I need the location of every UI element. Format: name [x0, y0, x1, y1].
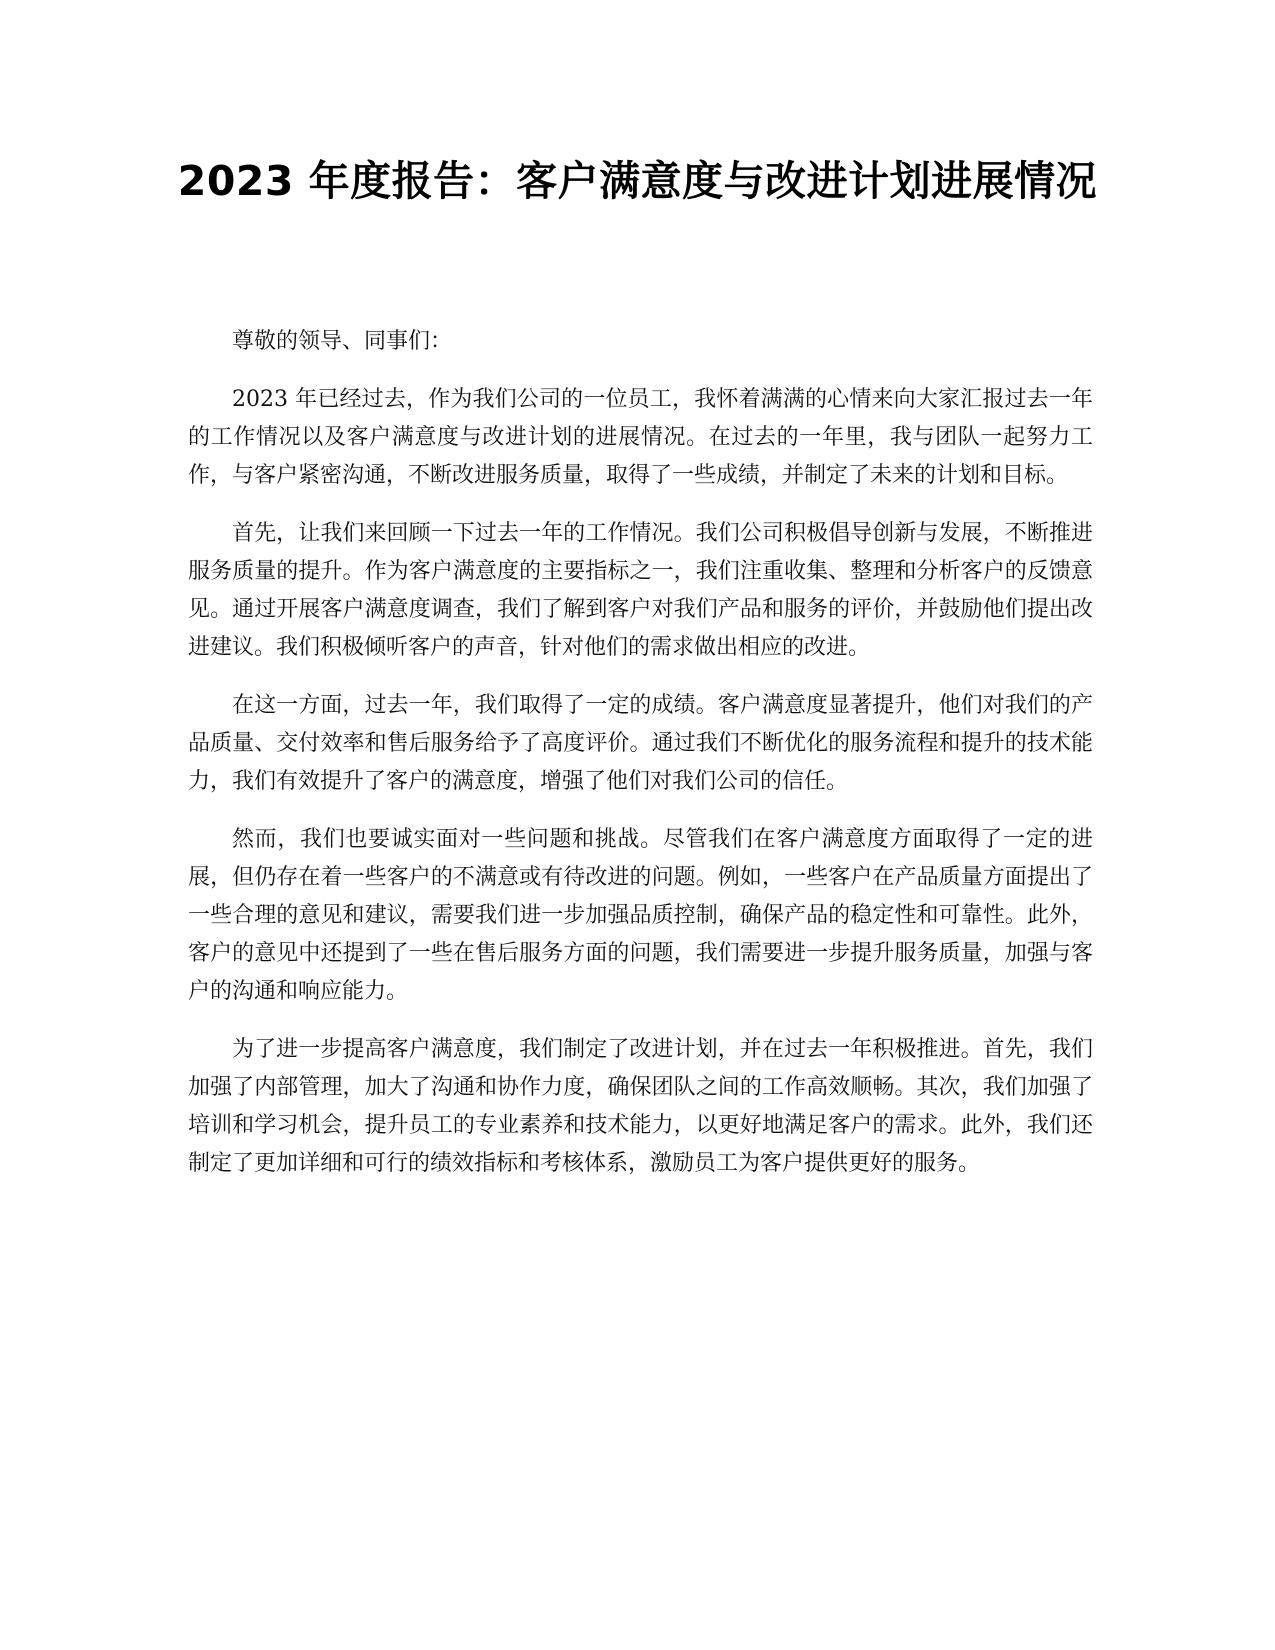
improvement-plan-paragraph: 为了进一步提高客户满意度，我们制定了改进计划，并在过去一年积极推进。首先，我们加强了内部管理，加大了沟通和协作力度，确保团队之间的工作高效顺畅。其次，我们加强了培训和学习机会，提升员工的专业素养和技术能力，以更好地满足客户的需求。此外，我们还制定了更加详细和可行的绩效指标和考核体系，激励员工为客户提供更好的服务。: [188, 1037, 1093, 1176]
review-paragraph: 首先，让我们来回顾一下过去一年的工作情况。我们公司积极倡导创新与发展，不断推进服务质量的提升。作为客户满意度的主要指标之一，我们注重收集、整理和分析客户的反馈意见。通过开展客户满意度调查，我们了解到客户对我们产品和服务的评价，并鼓励他们提出改进建议。我们积极倾听客户的声音，针对他们的需求做出相应的改进。: [188, 521, 1093, 660]
challenges-paragraph: 然而，我们也要诚实面对一些问题和挑战。尽管我们在客户满意度方面取得了一定的进展，但仍存在着一些客户的不满意或有待改进的问题。例如，一些客户在产品质量方面提出了一些合理的意见和建议，需要我们进一步加强品质控制，确保产品的稳定性和可靠性。此外，客户的意见中还提到了一些在售后服务方面的问题，我们需要进一步提升服务质量，加强与客户的沟通和响应能力。: [188, 827, 1093, 1004]
salutation-paragraph: 尊敬的领导、同事们：: [232, 329, 453, 354]
document-title: 2023 年度报告：客户满意度与改进计划进展情况: [177, 157, 1098, 205]
intro-paragraph: 2023 年已经过去，作为我们公司的一位员工，我怀着满满的心情来向大家汇报过去一年的工作情况以及客户满意度与改进计划的进展情况。在过去的一年里，我与团队一起努力工作，与客户紧密沟通，不断改进服务质量，取得了一些成绩，并制定了未来的计划和目标。: [188, 387, 1093, 488]
achievements-paragraph: 在这一方面，过去一年，我们取得了一定的成绩。客户满意度显著提升，他们对我们的产品质量、交付效率和售后服务给予了高度评价。通过我们不断优化的服务流程和提升的技术能力，我们有效提升了客户的满意度，增强了他们对我们公司的信任。: [188, 693, 1093, 794]
document-body: [188, 323, 1093, 1203]
